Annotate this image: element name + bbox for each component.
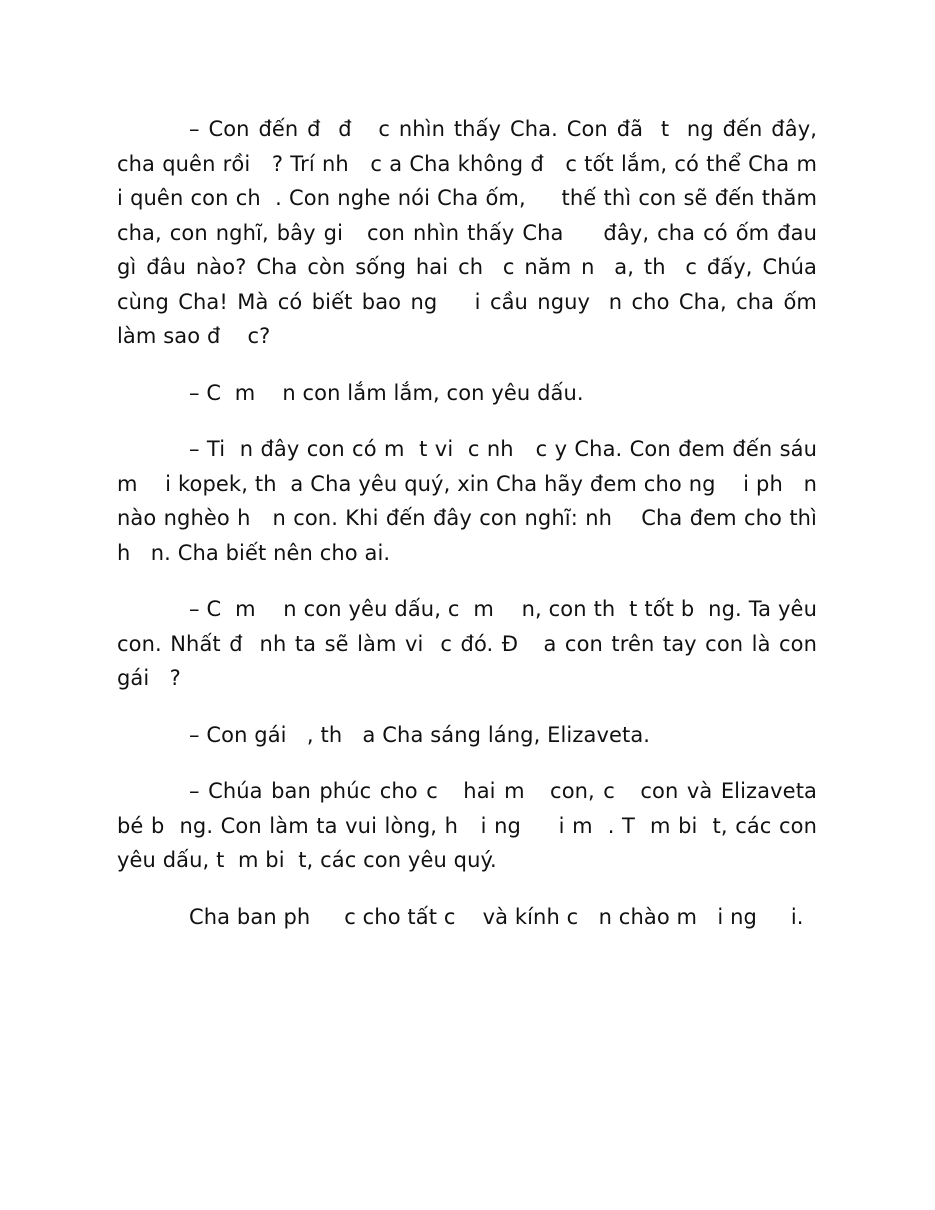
document-page (117, 112, 845, 956)
paragraph-3: – Ti n đây con có m t vi c nh c y Cha. Con đem đến sáu m i kopek, th a Cha yêu quý, xin Cha hãy đem cho ng i ph n nào nghèo h n con. Khi đến đây con nghĩ: nh Cha đem cho thì h n. Cha biết nên cho ai. (117, 437, 831, 565)
paragraph-5: – Con gái , th a Cha sáng láng, Elizaveta. (189, 722, 651, 747)
paragraph-4: – C m n con yêu dấu, c m n, con th t tốt b ng. Ta yêu con. Nhất đ nh ta sẽ làm vi c đó. Đ a con trên tay con là con gái ? (117, 597, 824, 690)
paragraph-6: – Chúa ban phúc cho c hai m con, c con và Elizaveta bé b ng. Con làm ta vui lòng, h i ng i m . T m bi t, các con yêu dấu, t m bi t, các con yêu quý. (117, 779, 824, 872)
paragraph-1: – Con đến đ đ c nhìn thấy Cha. Con đã t ng đến đây, cha quên rồi ? Trí nh c a Cha không đ c tốt lắm, có thể Cha m i quên con ch . Con nghe nói Cha ốm, thế thì con sẽ đến thăm cha, con nghĩ, bây gi con nhìn thấy Cha đây, cha có ốm đau gì đâu nào? Cha còn sống hai ch c năm n a, th c đấy, Chúa cùng Cha! Mà có biết bao ng i cầu nguy n cho Cha, cha ốm làm sao đ c? (117, 117, 845, 348)
paragraph-7: Cha ban ph c cho tất c và kính c n chào m i ng i. (189, 904, 804, 929)
paragraph-2: – C m n con lắm lắm, con yêu dấu. (189, 380, 584, 405)
